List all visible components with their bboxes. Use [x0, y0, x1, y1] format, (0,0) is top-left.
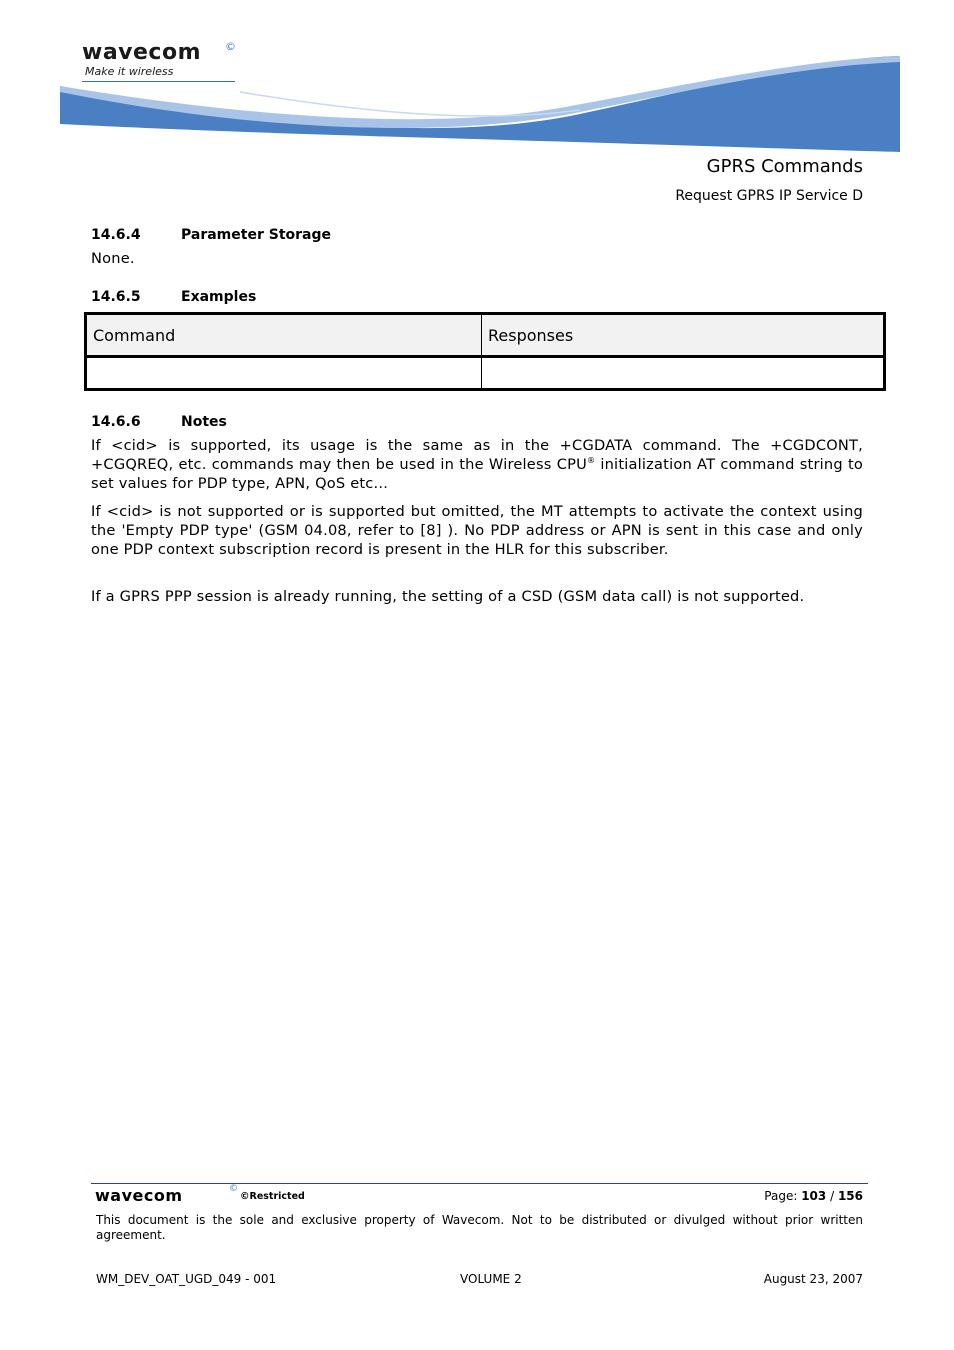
header-swoosh-graphic	[60, 52, 900, 156]
footer-rule	[91, 1183, 868, 1184]
notes-paragraph-3: If a GPRS PPP session is already running, the setting of a CSD (GSM data call) is not supported.	[91, 588, 805, 605]
section-number: 14.6.6	[91, 414, 141, 430]
column-header-command: Command	[86, 314, 482, 357]
section-number: 14.6.4	[91, 227, 141, 243]
logo-tagline: Make it wireless	[85, 65, 174, 78]
section-heading-parameter-storage	[91, 227, 331, 243]
registered-mark: ®	[587, 456, 596, 465]
footer-volume: VOLUME 2	[460, 1272, 522, 1286]
table-cell-response	[482, 357, 885, 390]
logo-swirl-icon: ©	[225, 40, 236, 53]
notes-paragraph-2: If <cid> is not supported or is supported but omitted, the MT attempts to activate the context using the 'Empty PDP type' (GSM 04.08, refer to [8] ). No PDP address or APN is sent in this case and only one PDP context subscription record is present in the HLR for this subscriber.	[91, 503, 863, 558]
header-title: GPRS Commands	[706, 156, 863, 177]
section-title: Examples	[181, 289, 257, 305]
section-title: Notes	[181, 414, 227, 430]
section-heading-examples	[91, 289, 256, 305]
footer-restricted-label: ©Restricted	[240, 1191, 305, 1202]
section-heading-notes	[91, 414, 227, 430]
footer-logo-wordmark: wavecom	[95, 1186, 183, 1205]
header-subtitle: Request GPRS IP Service D	[675, 188, 863, 204]
column-header-responses: Responses	[482, 314, 885, 357]
logo-wordmark: wavecom	[82, 40, 202, 65]
table-header-row	[86, 314, 885, 357]
section-title: Parameter Storage	[181, 227, 331, 243]
footer-logo-swirl-icon: ©	[229, 1184, 238, 1194]
parameter-storage-body: None.	[91, 250, 135, 267]
footer-doc-id: WM_DEV_OAT_UGD_049 - 001	[96, 1272, 277, 1286]
footer-page-number: Page: 103 / 156	[764, 1189, 863, 1203]
table-row	[86, 357, 885, 390]
section-number: 14.6.5	[91, 289, 141, 305]
footer-property-notice: This document is the sole and exclusive property of Wavecom. Not to be distributed or divulged without prior written agreement.	[96, 1213, 863, 1242]
table-cell-command	[86, 357, 482, 390]
footer-date: August 23, 2007	[763, 1272, 863, 1286]
examples-table	[84, 312, 886, 391]
notes-paragraph-1: If <cid> is supported, its usage is the same as in the +CGDATA command. The +CGDCONT, +CGQREQ, etc. commands may then be used in the Wireless CPU® initialization AT command string to set values for PDP type, APN, QoS etc...	[91, 437, 864, 492]
